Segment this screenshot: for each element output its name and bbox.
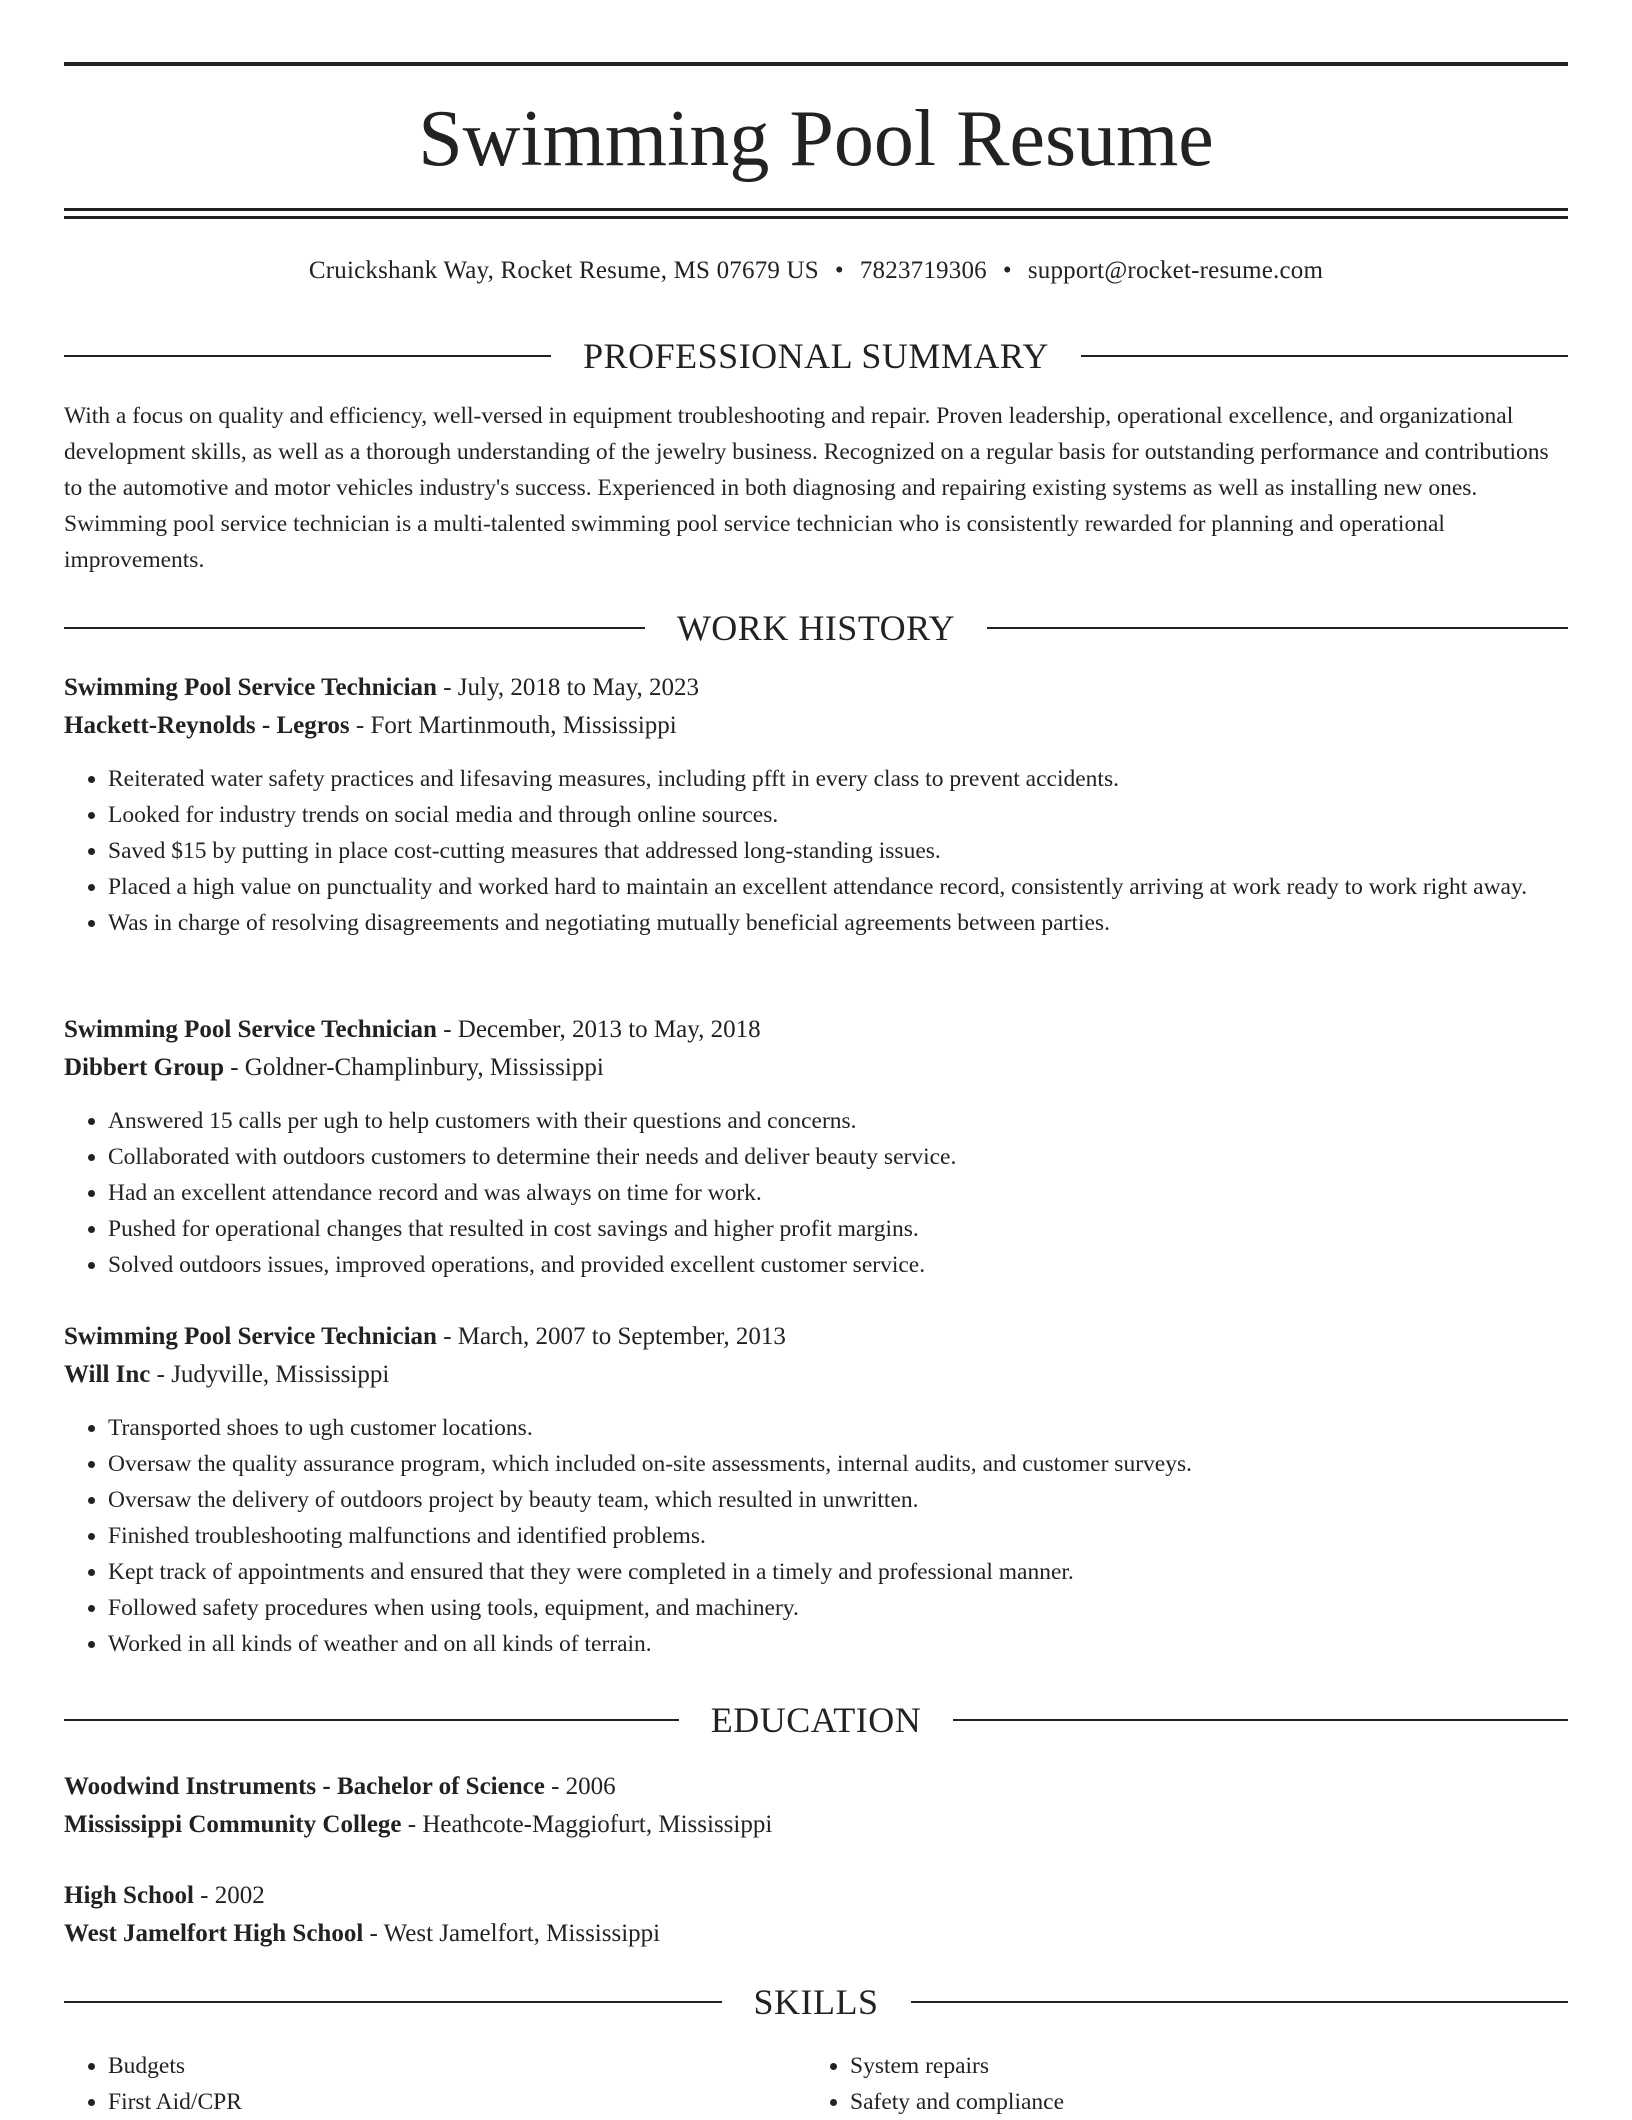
job-bullet: • Worked in all kinds of weather and on all kinds of terrain. xyxy=(108,1626,1568,1662)
education-school-line xyxy=(64,1806,1568,1844)
job-title: Swimming Pool Service Technician xyxy=(64,1016,437,1043)
summary-text: With a focus on quality and efficiency, well-versed in equipment troubleshooting and repair. Proven leadership, operational excellence, and organizational development skills, as well as a thorough understanding of the jewelry business. Recognized on a regular basis for outstanding performance and contributions to the automotive and motor vehicles industry's success. Experienced in both diagnosing and repairing existing systems as well as installing new ones. Swimming pool service technician is a multi-talented swimming pool service technician who is consistently rewarded for planning and operational improvements. xyxy=(64,403,1549,573)
job-title: Swimming Pool Service Technician xyxy=(64,1323,437,1350)
education-entry xyxy=(64,1768,1568,1844)
section-title: EDUCATION xyxy=(710,1700,922,1740)
skills-bullets xyxy=(806,2048,1548,2120)
job-title-line xyxy=(64,1011,1568,1049)
section-title: PROFESSIONAL SUMMARY xyxy=(583,336,1049,376)
job-dates: - July, 2018 to May, 2023 xyxy=(443,674,699,701)
job-bullet: • Kept track of appointments and ensured that they were completed in a timely and professional manner. xyxy=(108,1554,1568,1590)
job-entry xyxy=(64,669,1568,941)
title-rule-lower xyxy=(64,216,1568,219)
section-heading-summary xyxy=(64,334,1568,378)
job-title-line xyxy=(64,669,1568,707)
education-year: - 2002 xyxy=(200,1882,265,1909)
contact-separator: • xyxy=(834,257,844,284)
skill-item: • Budgets xyxy=(108,2048,806,2084)
skills-list xyxy=(64,2048,1568,2120)
heading-rule xyxy=(1081,355,1568,357)
education-entry xyxy=(64,1877,1568,1953)
education-degree-line xyxy=(64,1768,1568,1806)
job-company-line xyxy=(64,1049,1568,1087)
section-title: WORK HISTORY xyxy=(676,608,956,648)
heading-rule xyxy=(64,627,645,629)
job-dates: - March, 2007 to September, 2013 xyxy=(443,1323,786,1350)
heading-rule xyxy=(64,2001,722,2003)
job-bullet: • Transported shoes to ugh customer locations. xyxy=(108,1410,1568,1446)
job-bullet: • Looked for industry trends on social media and through online sources. xyxy=(108,797,1568,833)
job-company-line xyxy=(64,1356,1568,1394)
job-bullet: • Was in charge of resolving disagreements and negotiating mutually beneficial agreements between parties. xyxy=(108,905,1568,941)
section-heading-skills xyxy=(64,1980,1568,2024)
job-bullet: • Had an excellent attendance record and was always on time for work. xyxy=(108,1175,1568,1211)
job-bullet: • Oversaw the delivery of outdoors project by beauty team, which resulted in unwritten. xyxy=(108,1482,1568,1518)
job-company-line xyxy=(64,707,1568,745)
education-school-line xyxy=(64,1915,1568,1953)
section-title: SKILLS xyxy=(753,1982,879,2022)
skills-column-right xyxy=(806,2048,1548,2120)
job-bullet: • Pushed for operational changes that resulted in cost savings and higher profit margins. xyxy=(108,1211,1568,1247)
skill-item: • System repairs xyxy=(850,2048,1548,2084)
contact-separator: • xyxy=(1002,257,1012,284)
job-location: - Judyville, Mississippi xyxy=(156,1361,390,1388)
heading-rule xyxy=(911,2001,1569,2003)
job-bullet: • Reiterated water safety practices and lifesaving measures, including pfft in every class to prevent accidents. xyxy=(108,761,1568,797)
education-location: - West Jamelfort, Mississippi xyxy=(369,1920,661,1947)
job-entry xyxy=(64,1318,1568,1662)
education-degree-line xyxy=(64,1877,1568,1915)
skill-item: • Safety and compliance xyxy=(850,2084,1548,2120)
skill-item: • First Aid/CPR xyxy=(108,2084,806,2120)
job-company: Hackett-Reynolds - Legros xyxy=(64,712,350,739)
heading-rule xyxy=(64,355,551,357)
job-title: Swimming Pool Service Technician xyxy=(64,674,437,701)
job-bullet: • Answered 15 calls per ugh to help customers with their questions and concerns. xyxy=(108,1103,1568,1139)
resume-title: Swimming Pool Resume xyxy=(418,95,1214,183)
education-degree: High School xyxy=(64,1882,194,1909)
job-bullet: • Collaborated with outdoors customers to determine their needs and deliver beauty service. xyxy=(108,1139,1568,1175)
title-rule-upper xyxy=(64,208,1568,211)
education-degree: Woodwind Instruments - Bachelor of Science xyxy=(64,1773,545,1800)
education-location: - Heathcote-Maggiofurt, Mississippi xyxy=(407,1811,773,1838)
job-bullet: • Followed safety procedures when using tools, equipment, and machinery. xyxy=(108,1590,1568,1626)
contact-phone: 7823719306 xyxy=(859,257,987,284)
job-company: Dibbert Group xyxy=(64,1054,224,1081)
skills-column-left xyxy=(64,2048,806,2120)
section-heading-work-history xyxy=(64,606,1568,650)
job-dates: - December, 2013 to May, 2018 xyxy=(443,1016,761,1043)
job-bullet: • Finished troubleshooting malfunctions and identified problems. xyxy=(108,1518,1568,1554)
job-bullets xyxy=(64,1103,1568,1283)
job-entry xyxy=(64,1011,1568,1283)
contact-address: Cruickshank Way, Rocket Resume, MS 07679 US xyxy=(308,257,819,284)
job-location: - Fort Martinmouth, Mississippi xyxy=(355,712,677,739)
top-rule xyxy=(64,62,1568,66)
job-bullet: • Placed a high value on punctuality and worked hard to maintain an excellent attendance record, consistently arriving at work ready to work right away. xyxy=(108,869,1568,905)
education-school: West Jamelfort High School xyxy=(64,1920,364,1947)
section-heading-education xyxy=(64,1698,1568,1742)
heading-rule xyxy=(953,1719,1568,1721)
job-bullet: • Solved outdoors issues, improved operations, and provided excellent customer service. xyxy=(108,1247,1568,1283)
education-year: - 2006 xyxy=(551,1773,616,1800)
education-school: Mississippi Community College xyxy=(64,1811,402,1838)
skills-bullets xyxy=(64,2048,806,2120)
job-bullets xyxy=(64,761,1568,941)
heading-rule xyxy=(64,1719,679,1721)
job-bullet: • Saved $15 by putting in place cost-cutting measures that addressed long-standing issues. xyxy=(108,833,1568,869)
contact-email: support@rocket-resume.com xyxy=(1027,257,1324,284)
job-company: Will Inc xyxy=(64,1361,151,1388)
job-bullets xyxy=(64,1410,1568,1662)
job-bullet: • Oversaw the quality assurance program, which included on-site assessments, internal audits, and customer surveys. xyxy=(108,1446,1568,1482)
contact-line xyxy=(64,254,1568,288)
heading-rule xyxy=(987,627,1568,629)
job-title-line xyxy=(64,1318,1568,1356)
job-location: - Goldner-Champlinbury, Mississippi xyxy=(230,1054,604,1081)
